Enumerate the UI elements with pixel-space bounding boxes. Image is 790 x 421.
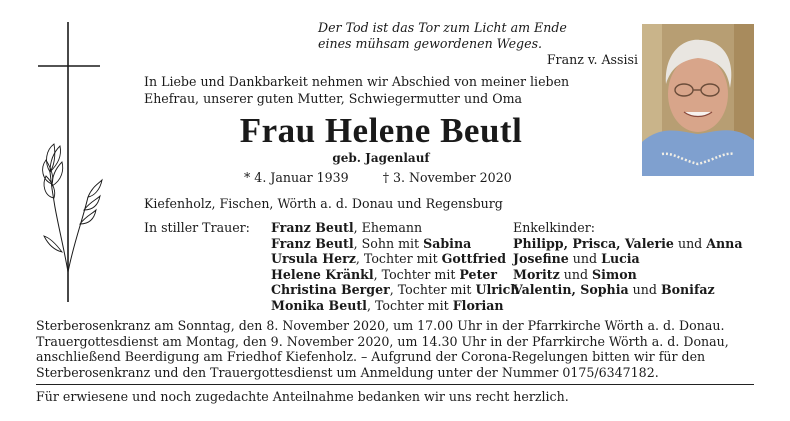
memorial-quote: [318, 20, 638, 68]
mourner-row: Helene Kränkl, Tochter mit Peter: [271, 266, 498, 282]
divider-rule: [36, 384, 754, 385]
birth-date: * 4. Januar 1939: [244, 170, 349, 185]
intro-line-1: In Liebe und Dankbarkeit nehmen wir Abschied von meiner lieben: [144, 74, 570, 89]
mourner-row: Christina Berger, Tochter mit Ulrich: [271, 282, 520, 297]
mourners-list: [271, 220, 521, 313]
quote-author: Franz v. Assisi: [546, 52, 638, 67]
service-line-2: Trauergottesdienst am Montag, den 9. November 2020, um 14.30 Uhr in der Pfarrkirche Wörth a. d. Donau,: [36, 333, 729, 349]
thanks-line: Für erwiesene und noch zugedachte Anteilnahme bedanken wir uns recht herzlich.: [36, 389, 569, 404]
grandchildren-list: [513, 220, 763, 298]
service-line-3: anschließend Beerdigung am Friedhof Kiefenholz. – Aufgrund der Corona-Regelungen bitten wir für den: [36, 349, 706, 364]
places-line: Kiefenholz, Fischen, Wörth a. d. Donau und Regensburg: [144, 196, 503, 211]
grandchildren-row: Valentin, Sophia und Bonifaz: [513, 282, 715, 297]
grandchildren-row: Moritz und Simon: [513, 266, 637, 282]
quote-line-2: eines mühsam gewordenen Weges.: [318, 36, 543, 51]
maiden-name: geb. Jagenlauf: [332, 151, 430, 165]
portrait-photo: [642, 24, 754, 176]
service-line-1: Sterberosenkranz am Sonntag, den 8. November 2020, um 17.00 Uhr in der Pfarrkirche Wörth a. d. Donau.: [36, 318, 725, 333]
mourner-row: Monika Beutl, Tochter mit Florian: [271, 297, 504, 313]
mourner-row: Franz Beutl, Sohn mit Sabina: [271, 235, 472, 251]
deceased-name: Frau Helene Beutl: [239, 111, 523, 150]
intro-text: [144, 73, 618, 107]
death-date: † 3. November 2020: [382, 170, 512, 185]
life-dates: [244, 170, 544, 185]
quote-line-1: Der Tod ist das Tor zum Licht am Ende: [318, 20, 567, 35]
mourner-row: Ursula Herz, Tochter mit Gottfried: [271, 251, 507, 266]
mourners-label: In stiller Trauer:: [144, 220, 250, 235]
intro-line-2: Ehefrau, unserer guten Mutter, Schwiegermutter und Oma: [144, 91, 523, 106]
mourner-row: Franz Beutl, Ehemann: [271, 220, 423, 235]
grandchildren-row: Philipp, Prisca, Valerie und Anna: [513, 235, 743, 251]
grandchildren-row: Josefine und Lucia: [513, 251, 640, 266]
service-info: [36, 318, 758, 380]
service-line-4: Sterberosenkranz und den Trauergottesdienst um Anmeldung unter der Nummer 0175/6347182.: [36, 364, 659, 380]
cross-with-wheat-icon: [32, 22, 104, 302]
grandchildren-label: Enkelkinder:: [513, 220, 595, 235]
